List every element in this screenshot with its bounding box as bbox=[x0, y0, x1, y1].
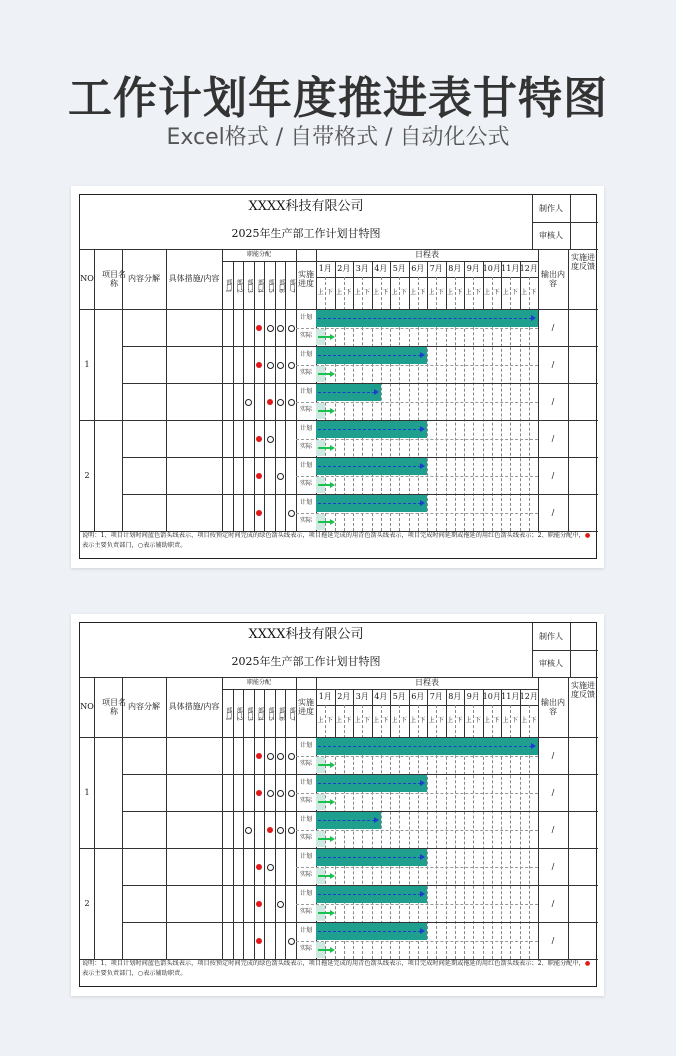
actual-label: 实际 bbox=[299, 760, 312, 768]
plan-label: 计划 bbox=[299, 889, 312, 897]
plan-label: 计划 bbox=[299, 461, 312, 469]
month-header: 8月 bbox=[448, 692, 462, 702]
maker-value[interactable] bbox=[570, 623, 598, 650]
assist-dept-circle bbox=[288, 938, 295, 945]
lead-dept-dot bbox=[256, 864, 262, 870]
month-header: 11月 bbox=[501, 692, 520, 702]
half-month-header: 下 bbox=[400, 716, 407, 724]
half-month-header: 下 bbox=[456, 716, 463, 724]
plan-arrow bbox=[318, 931, 421, 932]
actual-arrow bbox=[318, 336, 331, 338]
plan-arrow bbox=[318, 355, 421, 356]
assist-dept-circle bbox=[277, 399, 284, 406]
lead-dept-dot bbox=[256, 901, 262, 907]
header-schedule: 日程表 bbox=[415, 250, 439, 260]
half-month-header: 上 bbox=[521, 716, 528, 724]
actual-arrow bbox=[318, 949, 331, 951]
month-header: 5月 bbox=[392, 692, 406, 702]
plan-label: 计划 bbox=[299, 852, 312, 860]
legend-note bbox=[82, 959, 594, 978]
header-output: 输出内容 bbox=[541, 269, 565, 288]
plan-label: 计划 bbox=[299, 741, 312, 749]
month-header: 4月 bbox=[374, 692, 388, 702]
output-mark: / bbox=[551, 507, 555, 517]
gantt-sheet-preview bbox=[71, 186, 604, 568]
month-header: 12月 bbox=[519, 692, 538, 702]
month-header: 9月 bbox=[466, 692, 480, 702]
project-number: 1 bbox=[84, 359, 90, 369]
header-measures: 具体措施/内容 bbox=[168, 702, 220, 712]
department-header: 部门6 bbox=[277, 278, 285, 292]
assist-dept-circle bbox=[245, 827, 252, 834]
half-month-header: 上 bbox=[447, 288, 454, 296]
output-mark: / bbox=[551, 861, 555, 871]
header-schedule: 日程表 bbox=[415, 678, 439, 688]
header-progress: 实施进度 bbox=[298, 697, 314, 716]
half-month-header: 下 bbox=[345, 716, 352, 724]
half-month-header: 下 bbox=[419, 716, 426, 724]
half-month-header: 上 bbox=[317, 288, 324, 296]
output-mark: / bbox=[551, 787, 555, 797]
reviewer-label: 审核人 bbox=[539, 230, 563, 240]
lead-dept-dot bbox=[256, 436, 262, 442]
lead-dept-dot bbox=[256, 362, 262, 368]
assist-dept-circle bbox=[267, 325, 274, 332]
half-month-header: 上 bbox=[465, 716, 472, 724]
note-red-dot: ● bbox=[584, 532, 591, 539]
half-month-header: 下 bbox=[382, 716, 389, 724]
assist-dept-circle bbox=[267, 864, 274, 871]
actual-label: 实际 bbox=[299, 834, 312, 842]
half-month-header: 下 bbox=[363, 288, 370, 296]
plan-arrow bbox=[318, 429, 421, 430]
chart-title: 2025年生产部工作计划甘特图 bbox=[231, 654, 381, 668]
half-month-header: 下 bbox=[493, 716, 500, 724]
gantt-sheet-preview bbox=[71, 614, 604, 996]
half-month-header: 上 bbox=[428, 288, 435, 296]
actual-label: 实际 bbox=[299, 480, 312, 488]
half-month-header: 上 bbox=[354, 288, 361, 296]
project-number: 1 bbox=[84, 787, 90, 797]
half-month-header: 上 bbox=[484, 716, 491, 724]
actual-arrow bbox=[318, 875, 331, 877]
actual-label: 实际 bbox=[299, 945, 312, 953]
plan-label: 计划 bbox=[299, 815, 312, 823]
lead-dept-dot bbox=[256, 510, 262, 516]
assist-dept-circle bbox=[267, 436, 274, 443]
output-mark: / bbox=[551, 359, 555, 369]
lead-dept-dot bbox=[267, 399, 273, 405]
plan-arrow bbox=[318, 392, 375, 393]
actual-label: 实际 bbox=[299, 797, 312, 805]
month-header: 2月 bbox=[337, 264, 351, 274]
lead-dept-dot bbox=[256, 325, 262, 331]
half-month-header: 下 bbox=[456, 288, 463, 296]
department-header: 部门1 bbox=[224, 278, 232, 292]
month-header: 1月 bbox=[318, 264, 332, 274]
header-output: 输出内容 bbox=[541, 697, 565, 716]
header-no: NO bbox=[80, 702, 94, 712]
assist-dept-circle bbox=[288, 827, 295, 834]
half-month-header: 上 bbox=[447, 716, 454, 724]
half-month-header: 上 bbox=[336, 288, 343, 296]
half-month-header: 上 bbox=[391, 716, 398, 724]
plan-arrow bbox=[318, 503, 421, 504]
plan-label: 计划 bbox=[299, 313, 312, 321]
month-header: 1月 bbox=[318, 692, 332, 702]
assist-dept-circle bbox=[288, 362, 295, 369]
maker-label: 制作人 bbox=[539, 203, 563, 213]
month-header: 3月 bbox=[355, 692, 369, 702]
header-measures: 具体措施/内容 bbox=[168, 274, 220, 284]
half-month-header: 上 bbox=[410, 288, 417, 296]
department-header: 部门5 bbox=[267, 706, 275, 720]
plan-arrow bbox=[318, 820, 375, 821]
header-no: NO bbox=[80, 274, 94, 284]
plan-label: 计划 bbox=[299, 498, 312, 506]
header-feedback: 实施进度反馈 bbox=[571, 253, 595, 272]
lead-dept-dot bbox=[256, 938, 262, 944]
half-month-header: 上 bbox=[428, 716, 435, 724]
half-month-header: 下 bbox=[345, 288, 352, 296]
half-month-header: 下 bbox=[326, 716, 333, 724]
half-month-header: 下 bbox=[474, 716, 481, 724]
header-duty-allocation: 职能分配 bbox=[246, 678, 271, 686]
maker-value[interactable] bbox=[570, 195, 598, 222]
header-content-breakdown: 内容分解 bbox=[128, 702, 160, 712]
half-month-header: 上 bbox=[465, 288, 472, 296]
month-header: 6月 bbox=[411, 264, 425, 274]
half-month-header: 下 bbox=[511, 716, 518, 724]
note-tail: 表示主要负责部门，○表示辅助职责。 bbox=[82, 541, 187, 549]
plan-arrow bbox=[318, 894, 421, 895]
half-month-header: 下 bbox=[363, 716, 370, 724]
month-header: 7月 bbox=[429, 692, 443, 702]
plan-label: 计划 bbox=[299, 387, 312, 395]
month-header: 4月 bbox=[374, 264, 388, 274]
actual-arrow bbox=[318, 410, 331, 412]
half-month-header: 上 bbox=[391, 288, 398, 296]
plan-arrow bbox=[318, 746, 532, 747]
note-red-dot: ● bbox=[584, 960, 591, 967]
page-subtitle: Excel格式 / 自带格式 / 自动化公式 bbox=[166, 125, 510, 150]
actual-arrow bbox=[318, 521, 331, 523]
half-month-header: 下 bbox=[419, 288, 426, 296]
reviewer-value[interactable] bbox=[570, 222, 598, 249]
output-mark: / bbox=[551, 470, 555, 480]
actual-label: 实际 bbox=[299, 517, 312, 525]
assist-dept-circle bbox=[267, 753, 274, 760]
actual-label: 实际 bbox=[299, 908, 312, 916]
company-name: XXXX科技有限公司 bbox=[248, 198, 364, 214]
note-tail: 表示主要负责部门，○表示辅助职责。 bbox=[82, 969, 187, 977]
half-month-header: 下 bbox=[326, 288, 333, 296]
actual-arrow bbox=[318, 912, 331, 914]
half-month-header: 下 bbox=[437, 716, 444, 724]
actual-label: 实际 bbox=[299, 332, 312, 340]
half-month-header: 上 bbox=[373, 716, 380, 724]
reviewer-value[interactable] bbox=[570, 650, 598, 677]
assist-dept-circle bbox=[267, 362, 274, 369]
actual-arrow bbox=[318, 447, 331, 449]
month-header: 11月 bbox=[501, 264, 520, 274]
output-mark: / bbox=[551, 750, 555, 760]
half-month-header: 上 bbox=[317, 716, 324, 724]
half-month-header: 上 bbox=[502, 288, 509, 296]
plan-arrow bbox=[318, 466, 421, 467]
month-header: 12月 bbox=[519, 264, 538, 274]
project-number: 2 bbox=[84, 470, 90, 480]
month-header: 9月 bbox=[466, 264, 480, 274]
reviewer-label: 审核人 bbox=[539, 658, 563, 668]
output-mark: / bbox=[551, 433, 555, 443]
half-month-header: 下 bbox=[437, 288, 444, 296]
half-month-header: 下 bbox=[530, 288, 537, 296]
header-duty-allocation: 职能分配 bbox=[246, 250, 271, 258]
assist-dept-circle bbox=[245, 399, 252, 406]
plan-label: 计划 bbox=[299, 350, 312, 358]
plan-arrow bbox=[318, 318, 532, 319]
assist-dept-circle bbox=[267, 790, 274, 797]
department-header: 部门6 bbox=[277, 706, 285, 720]
output-mark: / bbox=[551, 322, 555, 332]
month-header: 5月 bbox=[392, 264, 406, 274]
department-header: 部门3 bbox=[245, 278, 253, 292]
lead-dept-dot bbox=[256, 753, 262, 759]
department-header: 部门2 bbox=[235, 278, 243, 292]
actual-arrow bbox=[318, 838, 331, 840]
note-text: 说明：1、项目计划时间蓝色箭头线表示，项目按预定时间完成的绿色箭头线表示，项目拖延完成的用青色箭头线表示，项目完成时间延期或拖延的用红色箭头线表示；2、职能分配中， bbox=[82, 532, 585, 539]
half-month-header: 上 bbox=[373, 288, 380, 296]
chart-title: 2025年生产部工作计划甘特图 bbox=[231, 226, 381, 240]
output-mark: / bbox=[551, 824, 555, 834]
month-header: 3月 bbox=[355, 264, 369, 274]
assist-dept-circle bbox=[277, 325, 284, 332]
assist-dept-circle bbox=[277, 827, 284, 834]
department-header: 部门4 bbox=[256, 706, 264, 720]
half-month-header: 上 bbox=[354, 716, 361, 724]
month-header: 10月 bbox=[482, 264, 501, 274]
output-mark: / bbox=[551, 935, 555, 945]
assist-dept-circle bbox=[288, 325, 295, 332]
assist-dept-circle bbox=[288, 399, 295, 406]
half-month-header: 上 bbox=[502, 716, 509, 724]
assist-dept-circle bbox=[288, 790, 295, 797]
month-header: 8月 bbox=[448, 264, 462, 274]
actual-label: 实际 bbox=[299, 871, 312, 879]
header-feedback: 实施进度反馈 bbox=[571, 681, 595, 700]
legend-note bbox=[82, 531, 594, 550]
actual-label: 实际 bbox=[299, 369, 312, 377]
half-month-header: 上 bbox=[336, 716, 343, 724]
month-header: 6月 bbox=[411, 692, 425, 702]
header-project-name: 项目名称 bbox=[102, 269, 126, 288]
actual-label: 实际 bbox=[299, 443, 312, 451]
lead-dept-dot bbox=[267, 827, 273, 833]
half-month-header: 下 bbox=[382, 288, 389, 296]
half-month-header: 上 bbox=[484, 288, 491, 296]
lead-dept-dot bbox=[256, 790, 262, 796]
output-mark: / bbox=[551, 898, 555, 908]
assist-dept-circle bbox=[277, 753, 284, 760]
department-header: 部门3 bbox=[245, 706, 253, 720]
plan-arrow bbox=[318, 857, 421, 858]
plan-arrow bbox=[318, 783, 421, 784]
half-month-header: 上 bbox=[410, 716, 417, 724]
plan-label: 计划 bbox=[299, 778, 312, 786]
assist-dept-circle bbox=[277, 901, 284, 908]
header-progress: 实施进度 bbox=[298, 269, 314, 288]
department-header: 部门1 bbox=[224, 706, 232, 720]
actual-arrow bbox=[318, 801, 331, 803]
actual-arrow bbox=[318, 764, 331, 766]
assist-dept-circle bbox=[277, 473, 284, 480]
half-month-header: 上 bbox=[521, 288, 528, 296]
half-month-header: 下 bbox=[493, 288, 500, 296]
department-header: 部门2 bbox=[235, 706, 243, 720]
plan-label: 计划 bbox=[299, 424, 312, 432]
department-header: 部门7 bbox=[288, 278, 296, 292]
plan-label: 计划 bbox=[299, 926, 312, 934]
half-month-header: 下 bbox=[530, 716, 537, 724]
half-month-header: 下 bbox=[511, 288, 518, 296]
assist-dept-circle bbox=[288, 510, 295, 517]
half-month-header: 下 bbox=[474, 288, 481, 296]
month-header: 2月 bbox=[337, 692, 351, 702]
page-title: 工作计划年度推进表甘特图 bbox=[68, 73, 608, 124]
month-header: 10月 bbox=[482, 692, 501, 702]
maker-label: 制作人 bbox=[539, 631, 563, 641]
actual-arrow bbox=[318, 373, 331, 375]
project-number: 2 bbox=[84, 898, 90, 908]
department-header: 部门7 bbox=[288, 706, 296, 720]
department-header: 部门5 bbox=[267, 278, 275, 292]
department-header: 部门4 bbox=[256, 278, 264, 292]
actual-label: 实际 bbox=[299, 406, 312, 414]
header-project-name: 项目名称 bbox=[102, 697, 126, 716]
half-month-header: 下 bbox=[400, 288, 407, 296]
header-content-breakdown: 内容分解 bbox=[128, 274, 160, 284]
company-name: XXXX科技有限公司 bbox=[248, 626, 364, 642]
note-text: 说明：1、项目计划时间蓝色箭头线表示，项目按预定时间完成的绿色箭头线表示，项目拖延完成的用青色箭头线表示，项目完成时间延期或拖延的用红色箭头线表示；2、职能分配中， bbox=[82, 960, 585, 967]
lead-dept-dot bbox=[256, 473, 262, 479]
output-mark: / bbox=[551, 396, 555, 406]
month-header: 7月 bbox=[429, 264, 443, 274]
assist-dept-circle bbox=[288, 753, 295, 760]
assist-dept-circle bbox=[277, 362, 284, 369]
assist-dept-circle bbox=[277, 790, 284, 797]
actual-arrow bbox=[318, 484, 331, 486]
